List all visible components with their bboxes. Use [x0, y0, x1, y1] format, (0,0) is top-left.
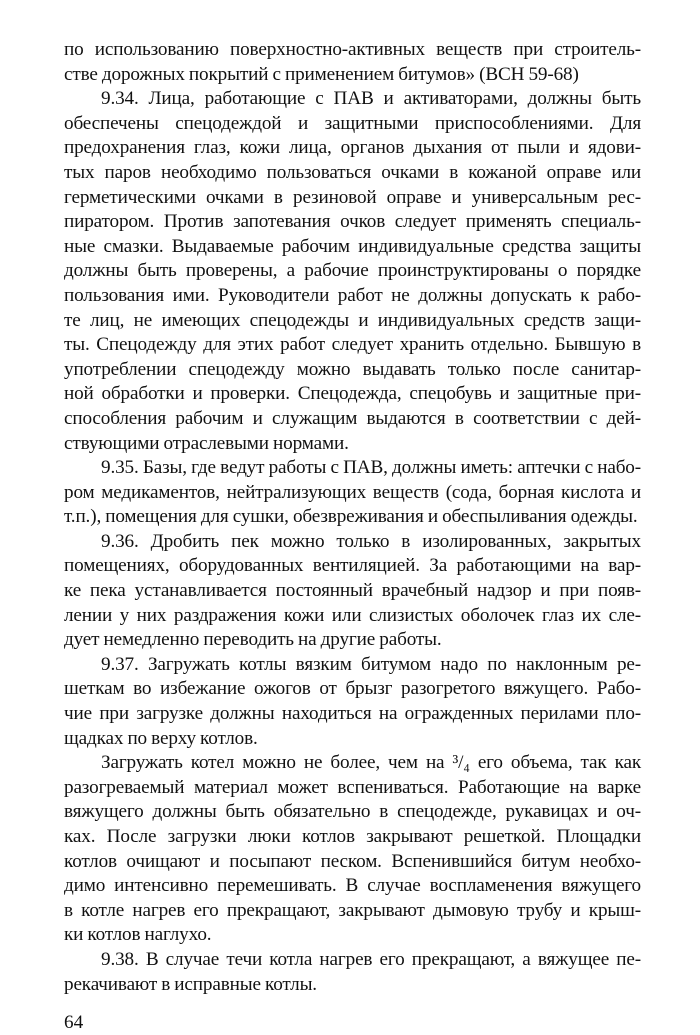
- text-line: стве дорожных покрытий с применением битумов» (ВСН 59-68): [64, 63, 579, 85]
- text-line: должны быть проверены, а рабочие проинструктированы о порядке: [64, 260, 641, 282]
- page-number: 64: [64, 1012, 84, 1034]
- text-line: димо интенсивно перемешивать. В случае воспламенения вяжущего: [64, 875, 641, 897]
- text-line: ты. Спецодежду для этих работ следует хранить отдельно. Бывшую в: [64, 334, 641, 356]
- page-body: [64, 38, 641, 997]
- text-line: 9.34. Лица, работающие с ПАВ и активаторами, должны быть: [101, 88, 641, 110]
- text-line: ки котлов наглухо.: [64, 924, 212, 946]
- paragraph: [64, 38, 641, 87]
- text-line: способления рабочим и служащим выдаются в соответствии с дей-: [64, 407, 641, 429]
- paragraph: [64, 456, 641, 530]
- text-line: герметическими очками в резиновой оправе и универсальным рес-: [64, 186, 641, 208]
- text-line: тых паров необходимо пользоваться очками в кожаной оправе или: [64, 161, 641, 183]
- text-line: Загружать котел можно не более, чем на ³/₄ его объема, так как: [101, 752, 641, 774]
- text-line: котлов очищают и посыпают песком. Вспенившийся битум необхо-: [64, 850, 641, 872]
- text-line: в котле нагрев его прекращают, закрывают дымовую трубу и крыш-: [64, 899, 641, 921]
- text-line: рекачивают в исправные котлы.: [64, 973, 317, 995]
- text-line: дует немедленно переводить на другие работы.: [64, 629, 442, 651]
- page-wrapper: [64, 38, 641, 1035]
- text-line: пользования ими. Руководители работ не должны допускать к рабо-: [64, 284, 641, 306]
- text-line: вяжущего должны быть обязательно в спецодежде, рукавицах и оч-: [64, 801, 641, 823]
- text-line: щадках по верху котлов.: [64, 727, 258, 749]
- text-line: те лиц, не имеющих спецодежды и индивидуальных средств защи-: [64, 309, 641, 331]
- text-line: разогреваемый материал может вспениваться. Работающие на варке: [64, 776, 641, 798]
- text-line: ствующими отраслевыми нормами.: [64, 432, 349, 454]
- text-line: 9.37. Загружать котлы вязким битумом надо по наклонным ре-: [101, 653, 641, 675]
- text-line: употреблении спецодежду можно выдавать только после санитар-: [64, 358, 641, 380]
- paragraph: [64, 653, 641, 751]
- text-line: 9.38. В случае течи котла нагрев его прекращают, а вяжущее пе-: [101, 948, 641, 970]
- text-line: ром медикаментов, нейтрализующих веществ (сода, борная кислота и: [64, 481, 641, 503]
- paragraph: [64, 530, 641, 653]
- text-line: чие при загрузке должны находиться на огражденных перилами пло-: [64, 703, 641, 725]
- paragraph: [64, 948, 641, 997]
- text-line: ные смазки. Выдаваемые рабочим индивидуальные средства защиты: [64, 235, 641, 257]
- text-line: ной обработки и проверки. Спецодежда, спецобувь и защитные при-: [64, 383, 641, 405]
- text-line: предохранения глаз, кожи лица, органов дыхания от пыли и ядови-: [64, 137, 641, 159]
- paragraph: [64, 87, 641, 456]
- text-line: ках. После загрузки люки котлов закрывают решеткой. Площадки: [64, 826, 641, 847]
- text-line: помещениях, оборудованных вентиляцией. За работающими на вар-: [64, 555, 641, 577]
- text-line: т.п.), помещения для сушки, обезвреживания и обеспыливания одежды.: [64, 506, 638, 528]
- paragraph: [64, 751, 641, 948]
- text-line: обеспечены спецодеждой и защитными приспособлениями. Для: [64, 112, 641, 134]
- text-line: 9.35. Базы, где ведут работы с ПАВ, должны иметь: аптечки с набо-: [101, 457, 641, 479]
- text-line: 9.36. Дробить пек можно только в изолированных, закрытых: [101, 530, 641, 552]
- text-line: по использованию поверхностно-активных веществ при строитель-: [64, 39, 641, 60]
- text-line: лении у них раздражения кожи или слизистых оболочек глаз их сле-: [64, 604, 641, 626]
- text-line: шеткам во избежание ожогов от брызг разогретого вяжущего. Рабо-: [64, 678, 641, 700]
- text-line: ке пека устанавливается постоянный врачебный надзор и при появ-: [64, 580, 641, 602]
- text-line: пиратором. Против запотевания очков следует применять специаль-: [64, 211, 641, 233]
